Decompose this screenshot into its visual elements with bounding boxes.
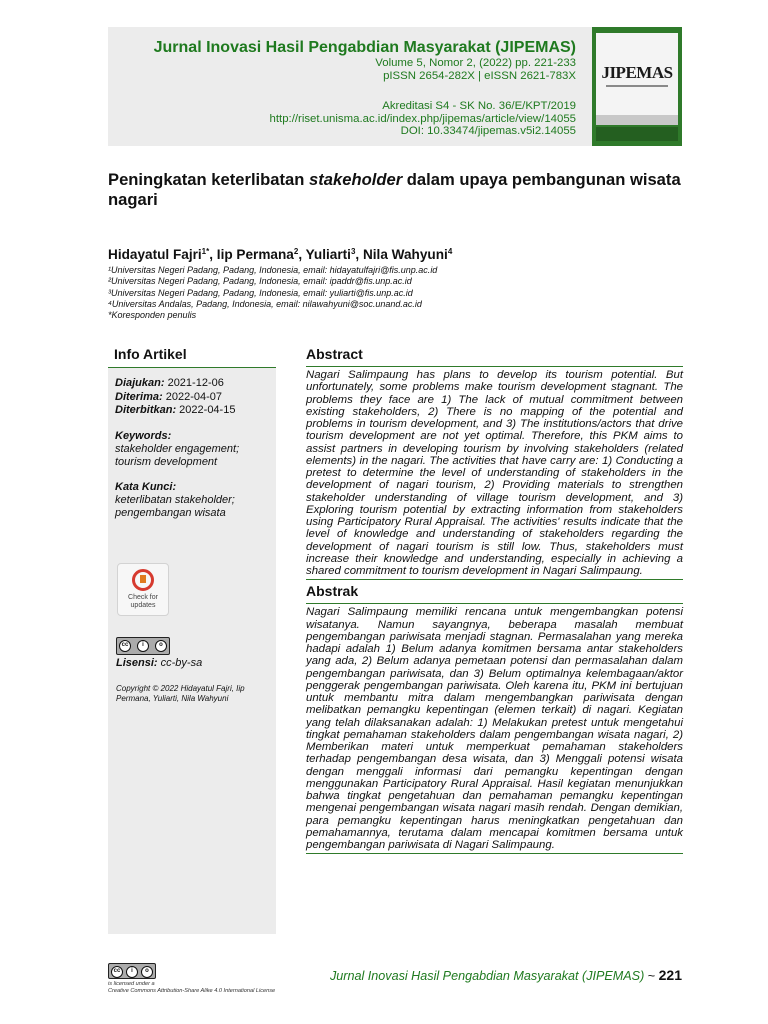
header-spacer xyxy=(154,82,576,100)
page-number: 221 xyxy=(658,967,682,983)
badge-text-1: Check for xyxy=(128,594,158,601)
kata-kunci-1: keterlibatan stakeholder; xyxy=(115,493,235,506)
article-url-link[interactable]: http://riset.unisma.ac.id/index.php/jipemas/article/view/14055 xyxy=(269,112,576,125)
affiliation-2: ²Universitas Negeri Padang, Padang, Indonesia, email: ipaddr@fis.unp.ac.id xyxy=(108,276,412,287)
journal-volume: Volume 5, Nomor 2, (2022) pp. 221-233 xyxy=(375,57,576,69)
footer-license-line-2: Creative Commons Attribution-Share Alike 4.0 International License xyxy=(108,987,276,994)
footer-cc-license-icon[interactable] xyxy=(108,963,156,979)
info-box xyxy=(108,367,276,934)
abstrak-text: Nagari Salimpaung memiliki rencana untuk mengembangkan potensi wisatanya. Namun sayangnya, beberapa masalah membuat pengembangan pariwisata menjadi stagnan. Permasalahan yang mereka hadapi adalah 1) Belum adanya komitmen bersama antar stakeholders yang ada, 2) Belum adanya pemetaan potensi dan permasalahan dalam pengembangan pariwisata, dan 3) Belum optimalnya kelembagaan/aktor penggerak pengembangan pariwisata. Oleh karena itu, PKM ini bertujuan untuk membantu mitra dalam mengembangkan pariwisata dengan melibatkan pemangku kepentingan (elemen terkait) di nagari. Kegiatan yang telah dilaksanakan adalah: 1) Melakukan pretest untuk mengetahui tingkat pemahaman stakeholders dalam pengembangan wisata nagari, 2) Memberikan materi untuk memperkuat pemahaman stakeholders terhadap pengembangan desa wisata, dan 3) Menggali potensi wisata dengan menggali informasi dari pemangku kepentingan dengan menggunakan Participatory Rural Appraisal. Hasil kegiatan menunjukkan bahwa tingkat pengetahuan dan pemahaman pemangku kepentingan mengenai pengembangan wisata nagari masih rendah. Dengan demikian, para pemangku kepentingan harus meningkatkan pengetahuan dan pemahamannya, terutama dalam mencapai komitmen bersama untuk pengembangan pariwisata di Nagari Salimpaung. xyxy=(306,604,683,854)
journal-issn: pISSN 2654-282X | eISSN 2621-783X xyxy=(383,69,576,82)
affiliation-4: ⁴Universitas Andalas, Padang, Indonesia, email: nilawahyuni@soc.unand.ac.id xyxy=(108,298,422,309)
author-1-affil: 1* xyxy=(201,247,210,256)
footer-tilde: ~ xyxy=(644,969,659,983)
info-heading: Info Artikel xyxy=(114,346,187,362)
abstract-heading: Abstract xyxy=(306,343,683,367)
published-date xyxy=(115,404,269,418)
accepted-value: 2022-04-07 xyxy=(162,390,223,403)
paper-title xyxy=(108,170,688,210)
corresponding-note: *Koresponden penulis xyxy=(108,310,197,321)
footer-journal xyxy=(330,967,682,983)
title-italic-term: stakeholder xyxy=(309,170,403,189)
published-label: Diterbitkan: xyxy=(115,404,177,416)
abstrak-section xyxy=(306,580,683,854)
article-info-column xyxy=(108,343,276,934)
submitted-label: Diajukan: xyxy=(115,377,165,389)
cover-bottom-panel xyxy=(596,127,678,141)
kata-kunci-2: pengembangan wisata xyxy=(115,506,226,519)
kata-kunci-label: Kata Kunci: xyxy=(115,480,177,493)
license-line xyxy=(116,657,202,669)
title-part-1: Peningkatan keterlibatan xyxy=(108,170,310,189)
journal-cover-image xyxy=(592,27,682,146)
journal-info xyxy=(154,39,576,138)
cover-logo: JIPEMAS xyxy=(601,63,673,82)
accepted-label: Diterima: xyxy=(115,390,163,403)
footer-license-text xyxy=(108,981,275,994)
cc-license-icon[interactable] xyxy=(116,637,170,655)
author-4-affil: 4 xyxy=(447,247,453,256)
journal-accreditation: Akreditasi S4 - SK No. 36/E/KPT/2019 xyxy=(382,100,576,113)
keyword-1: stakeholder engagement; xyxy=(115,442,240,455)
journal-title: Jurnal Inovasi Hasil Pengabdian Masyarakat (JIPEMAS) xyxy=(153,39,576,56)
keyword-2: tourism development xyxy=(115,455,218,468)
title-part-2: dalam upaya pembangunan wisata nagari xyxy=(108,170,681,209)
license-label: Lisensi: xyxy=(116,657,158,669)
footer-cc-icon: cc xyxy=(111,966,123,978)
cover-top-panel xyxy=(596,33,678,115)
affiliation-1: ¹Universitas Negeri Padang, Padang, Indonesia, email: hidayatulfajri@fis.unp.ac.id xyxy=(108,265,438,275)
check-for-updates-button[interactable] xyxy=(117,563,169,616)
license-value: cc-by-sa xyxy=(157,657,203,669)
author-2: , Iip Permana xyxy=(209,247,294,262)
badge-text xyxy=(118,594,168,610)
affiliation-3: ³Universitas Negeri Padang, Padang, Indonesia, email: yuliarti@fis.unp.ac.id xyxy=(108,287,413,298)
author-1: Hidayatul Fajri xyxy=(108,247,202,262)
submitted-value: 2021-12-06 xyxy=(164,377,224,389)
article-doi-link[interactable]: DOI: 10.33474/jipemas.v5i2.14055 xyxy=(400,125,576,138)
copyright-notice: Copyright © 2022 Hidayatul Fajri, Iip Permana, Yuliarti, Nila Wahyuni xyxy=(116,684,245,703)
by-icon: i xyxy=(137,640,149,652)
affiliation-list xyxy=(108,265,437,321)
abstrak-heading: Abstrak xyxy=(306,580,683,604)
author-list xyxy=(108,247,452,262)
author-3: , Yuliarti xyxy=(298,247,351,262)
badge-text-2: updates xyxy=(130,602,156,609)
submitted-date xyxy=(115,377,269,391)
journal-header xyxy=(108,27,682,146)
footer-license-line-1: is licensed under a xyxy=(108,981,155,987)
author-3-affil: 3 xyxy=(350,247,356,256)
footer-sa-icon: o xyxy=(141,966,153,978)
cover-band xyxy=(596,115,678,125)
cc-icon: cc xyxy=(119,640,131,652)
abstract-text: Nagari Salimpaung has plans to develop its tourism potential. But unfortunately, some problems make tourism development stagnant. The problems they face are 1) The lack of mutual commitment between existing stakeholders, 2) There is no mapping of the potential and problems in tourism development, and 3) The institutions/actors that drive tourism development are not yet optimal. Therefore, this PKM aims to assist partners in developing tourism by involving stakeholders (related elements) in the nagari. The activities that have carry are: 1) Conducting a pretest to determine the level of understanding of stakeholders in the development of nagari tourism, 2) Providing materials to strengthen stakeholder understanding of village tourism development, and 3) Exploring tourism potential by extracting information from stakeholders using Participatory Rural Appraisal. The activities' results indicate that the level of knowledge and understanding of stakeholders regarding the development of nagari tourism is still low. Thus, stakeholders must increase their knowledge and understanding, especially in achieving a shared commitment to tourism development in Nagari Salimpaung. xyxy=(306,367,683,580)
author-4: , Nila Wahyuni xyxy=(355,247,448,262)
published-value: 2022-04-15 xyxy=(176,404,236,416)
bookmark-icon xyxy=(132,569,154,591)
cover-subtitle-line xyxy=(606,85,668,87)
accepted-date xyxy=(115,391,269,405)
footer-by-icon: i xyxy=(126,966,138,978)
sa-icon: o xyxy=(155,640,167,652)
author-2-affil: 2 xyxy=(293,247,299,256)
abstract-column xyxy=(306,343,683,854)
keywords-label: Keywords: xyxy=(115,429,172,442)
footer-journal-name: Jurnal Inovasi Hasil Pengabdian Masyarakat (JIPEMAS) xyxy=(329,969,645,983)
